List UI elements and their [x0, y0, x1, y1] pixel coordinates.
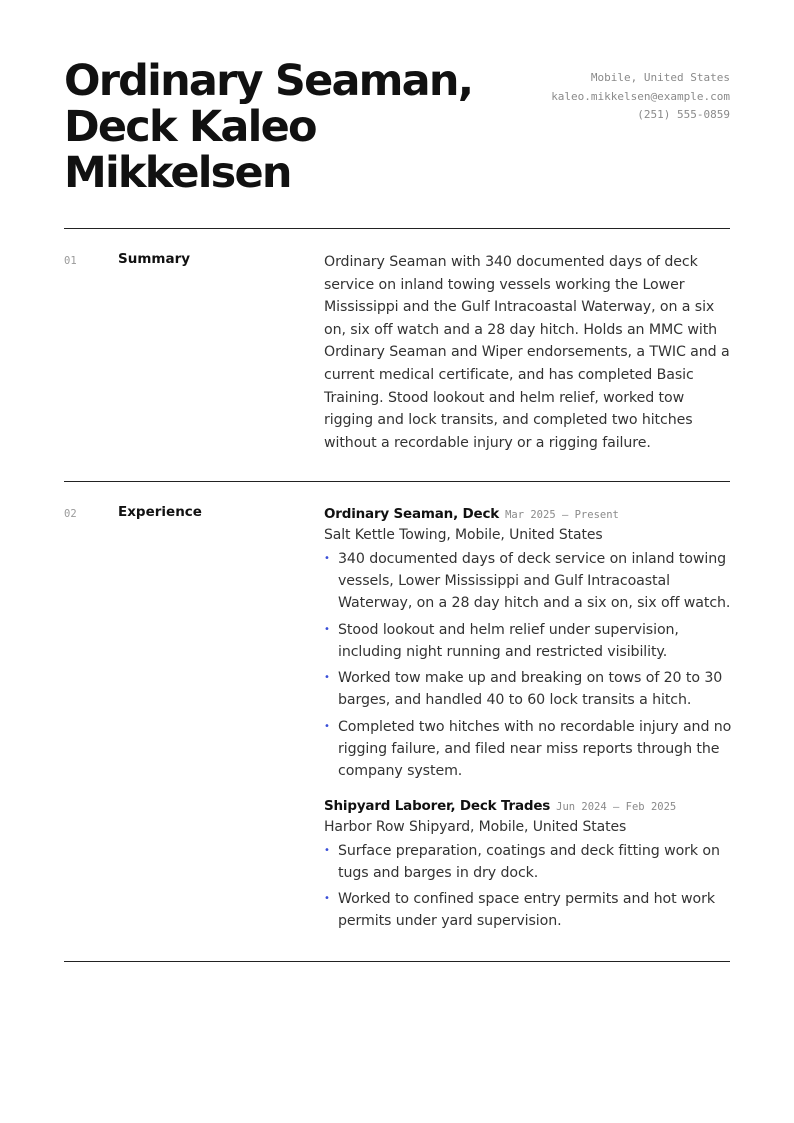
job-bullet	[324, 619, 732, 663]
job-entry	[324, 796, 732, 933]
job-company: Salt Kettle Towing, Mobile, United States	[324, 527, 603, 543]
job-bullet	[324, 840, 732, 884]
bullet-text: 340 documented days of deck service on inland towing vessels, Lower Mississippi and Gulf Intracoastal Waterway, on a 28 day hitch and a six on, six off watch.	[338, 551, 731, 611]
job-dates: Mar 2025 — Present	[505, 509, 619, 521]
bullet-dot-icon: •	[324, 623, 330, 635]
candidate-name: Ordinary Seaman, Deck Kaleo Mikkelsen	[64, 56, 473, 198]
job-dates: Jun 2024 — Feb 2025	[556, 800, 677, 813]
summary-section-title: Summary	[118, 251, 191, 267]
summary-divider	[64, 481, 730, 482]
job-bullet	[324, 667, 732, 711]
job-bullets	[324, 548, 732, 782]
experience-divider	[64, 961, 730, 962]
job-bullet	[324, 716, 732, 782]
experience-section	[324, 504, 732, 946]
bullet-text: Worked tow make up and breaking on tows of 20 to 30 barges, and handled 40 to 60 lock transits a hitch.	[338, 670, 723, 708]
bullet-dot-icon: •	[324, 893, 330, 904]
job-entry	[324, 504, 732, 782]
experience-section-title: Experience	[118, 504, 202, 520]
summary-section	[324, 251, 732, 454]
bullet-text: Worked to confined space entry permits and hot work permits under yard supervision.	[338, 891, 715, 929]
experience-section-number: 02	[64, 508, 77, 520]
bullet-text: Completed two hitches with no recordable injury and no rigging failure, and filed near miss reports through the company system.	[338, 718, 732, 779]
contact-block	[551, 69, 730, 125]
summary-text: Ordinary Seaman with 340 documented days of deck service on inland towing vessels working the Lower Mississippi and the Gulf Intracoastal Waterway, on a six on, six off watch and a 28 day hitch. Holds an MMC with Ordinary Seaman and Wiper endorsements, a TWIC and a current medical certificate, and has completed Basic Training. Stood lookout and helm relief, worked tow rigging and lock transits, and completed two hitches without a recordable injury or a rigging failure.	[324, 254, 730, 451]
job-title: Shipyard Laborer, Deck Trades	[324, 797, 551, 814]
bullet-dot-icon: •	[324, 720, 330, 732]
contact-phone[interactable]: (251) 555-0859	[637, 108, 730, 121]
contact-email[interactable]: kaleo.mikkelsen@example.com	[551, 89, 730, 103]
bullet-text: Surface preparation, coatings and deck fitting work on tugs and barges in dry dock.	[338, 842, 720, 881]
job-title: Ordinary Seaman, Deck	[324, 506, 500, 522]
job-bullets	[324, 840, 732, 933]
contact-location: Mobile, United States	[590, 71, 730, 84]
bullet-dot-icon: •	[324, 844, 330, 856]
bullet-dot-icon: •	[324, 672, 330, 683]
job-bullet	[324, 888, 732, 932]
job-header	[324, 504, 732, 525]
job-bullet	[324, 548, 732, 614]
header-divider	[64, 228, 730, 229]
bullet-text: Stood lookout and helm relief under supervision, including night running and restricted visibility.	[338, 621, 679, 660]
bullet-dot-icon: •	[324, 553, 330, 564]
job-company: Harbor Row Shipyard, Mobile, United States	[324, 818, 627, 835]
job-header	[324, 796, 732, 817]
summary-section-number: 01	[64, 255, 77, 267]
